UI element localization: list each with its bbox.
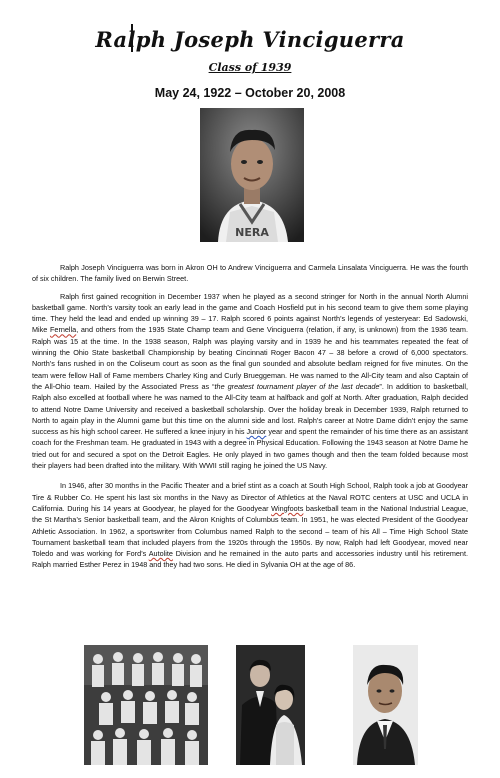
misspelled-word: Wingfoots bbox=[271, 503, 304, 513]
grammar-flagged-word: Junior bbox=[246, 427, 267, 437]
bio-paragraph-3: In 1946, after 30 months in the Pacific Theater and a brief stint as a coach at South High School, Ralph took a job at Goodyear Tire & Rubber Co. He spent his last six months in the Navy as Director of Athletics at the Naval ROTC centers at USC and UCLA in California. During his 14 years at Goodyear, he played for the Goodyear Wingfoots basketball team in the National Industrial League, the St Martha’s Senior basketball team, and the Akron Knights of Columbus team. In 1951, he was elected President of the Goodyear Athletic Association. In 1962, a sportswriter from Columbus named Ralph to the second – team of his All – Time High School State Tournament basketball team that included players from the 1920s through the 1950s. By now, Ralph had left Goodyear, moved near Toledo and was working for Ford’s Autolite Division and he remained in the auto parts and accessories industry until his retirement. Ralph married Esther Perez in 1948 and they had two sons. He died in Sylvania OH at the age of 86. bbox=[32, 481, 468, 570]
misspelled-word: Autolite bbox=[148, 549, 173, 559]
class-year: Class of 1939 bbox=[208, 61, 292, 74]
couple-photo bbox=[236, 645, 305, 765]
bio-paragraph-1: Ralph Joseph Vinciguerra was born in Akron OH to Andrew Vinciguerra and Carmela Linsalata Vinciguerra. He was the fourth of six children. The family lived on Berwin Street. bbox=[32, 263, 468, 284]
life-dates: May 24, 1922 – October 20, 2008 bbox=[154, 86, 346, 100]
team-photo bbox=[84, 645, 208, 765]
biography-text bbox=[32, 262, 468, 577]
main-portrait-photo bbox=[200, 108, 304, 242]
misspelled-word: Fernella bbox=[49, 325, 77, 335]
page-title: Ralph Joseph Vinciguerra bbox=[95, 27, 405, 52]
later-portrait-photo bbox=[353, 645, 418, 765]
press-quote: the greatest tournament player of the last decade bbox=[214, 381, 380, 391]
bio-paragraph-2: Ralph first gained recognition in December 1937 when he played as a second stringer for North in the annual North Alumni basketball game. North’s varsity took an early lead in the game and Coach Hosfield put in his second team to give them some playing time. They held the lead and ended up winning 39 – 17. Ralph scored 6 points against North’s legends of yesteryear: Ed Sadowski, Mike Fernella, and others from the 1935 State Champ team and Gene Vinciguerra (relation, if any, is unknown) from the 1936 team. Ralph was 15 at the time. In the 1938 season, Ralph was playing varsity and in 1939 he and his teammates repeated the feat of winning the Ohio State basketball Championship by beating Cincinnati Roger Bacon 47 – 38 before a crowd of 6,000 spectators. North’s fans rushed in on the Coliseum court as soon as the final gun sounded and absolute bedlam reigned for five minutes. On the team were fellow Hall of Fame members Charley King and Curly Brueggeman. He was named to the All-City team and also Captain of the All-Ohio team. Hailed by the Associated Press as “the greatest tournament player of the last decade”. In addition to basketball, Ralph also excelled at football where he was named to the All-City team at halfback and golf at North. After graduation, Ralph decided to attend Notre Dame University and received a basketball scholarship. Over the holiday break in December 1939, Ralph returned to North to again play in the Alumni game but this time on the alumni side and lost. Ralph’s career at Notre Dame didn’t enjoy the same success as his high school career. He suffered a knee injury in his Junior year and spent the remainder of his time there as an assistant coach for the Freshman team. He graduated in 1943 with a degree in Physical Education. Following the 1943 season at Notre Dame he tried out for and secured a spot on the Detroit Eagles. He only played in two games though and then the team folded because most their players had been drafted into the military. With WWII still raging he joined the US Navy. bbox=[32, 291, 468, 471]
svg-text:NERA: NERA bbox=[235, 226, 269, 239]
